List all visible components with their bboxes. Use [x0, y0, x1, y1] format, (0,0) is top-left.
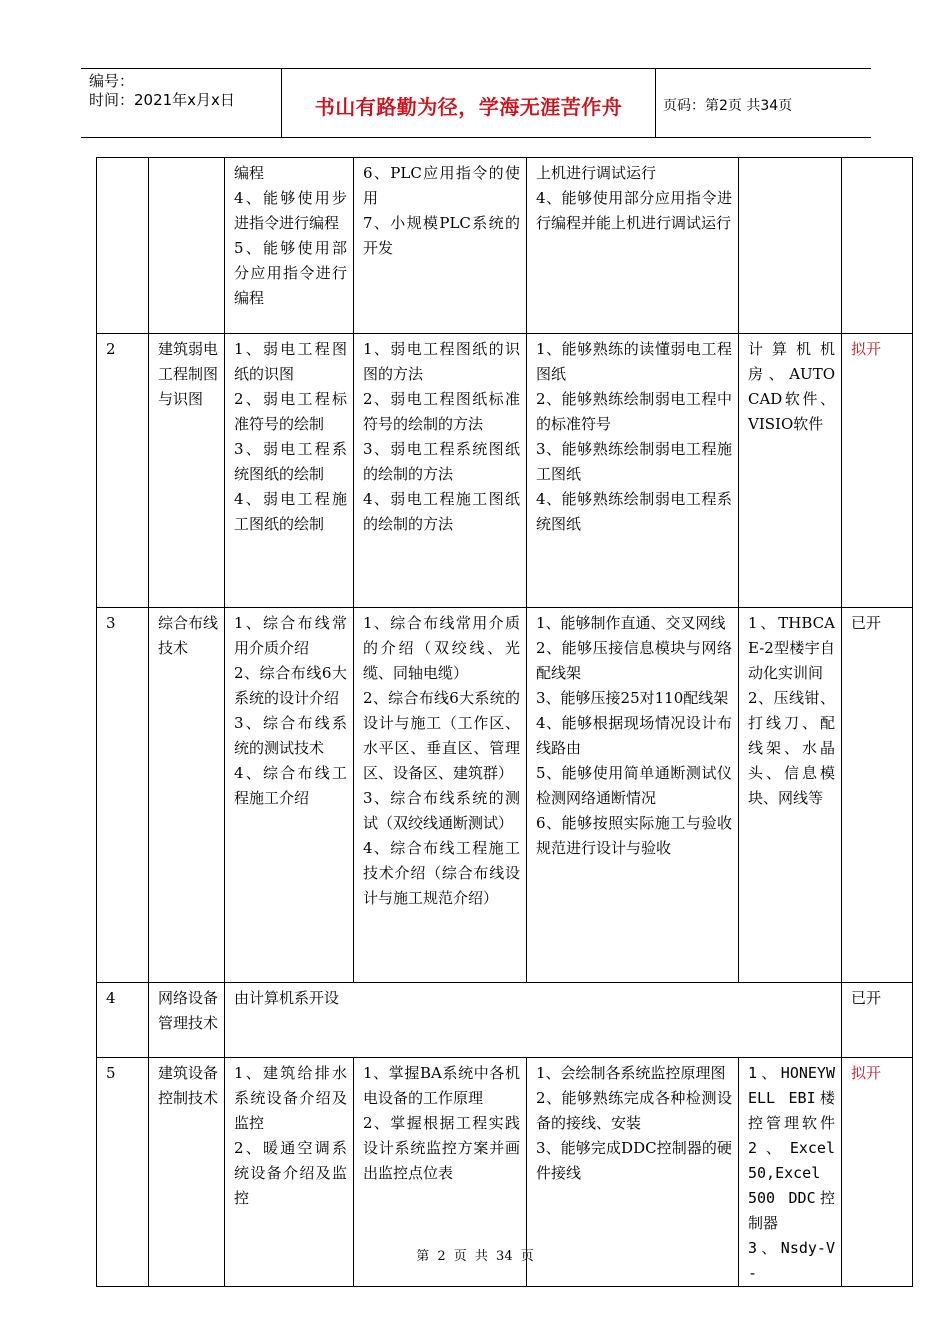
list-item: 3、能够压接25对110配线架	[536, 689, 729, 707]
list-item: 7、小规模PLC系统的开发	[363, 214, 520, 257]
page-header	[81, 68, 871, 138]
list-item: 1、综合布线常用介质的介绍（双绞线、光缆、同轴电缆）	[363, 614, 520, 682]
content-cell	[354, 158, 527, 334]
list-item: 6、PLC应用指令的使用	[363, 164, 520, 207]
list-item: 4、能够使用步进指令进行编程	[234, 189, 347, 232]
header-page-cell	[663, 69, 871, 137]
document-time: 时间：2021年x月x日	[89, 91, 235, 109]
skills-cell	[527, 608, 739, 983]
list-item: 1、HONEYWELL EBI楼控管理软件2、Excel 50,Excel 500 DDC控制器	[748, 1064, 835, 1232]
list-item: 4、综合布线工程施工技术介绍（综合布线设计与施工规范介绍）	[363, 839, 520, 907]
equipment-cell	[739, 158, 842, 334]
list-item: 3、能够完成DDC控制器的硬件接线	[536, 1139, 732, 1182]
row-number: 5	[97, 1058, 149, 1287]
list-item: 1、弱电工程图纸的识图的方法	[363, 340, 520, 383]
header-motto: 书山有路勤为径，学海无涯苦作舟	[314, 95, 623, 119]
list-item: 2、弱电工程图纸标准符号的绘制的方法	[363, 390, 520, 433]
course-name: 建筑弱电工程制图与识图	[149, 334, 225, 608]
table-row	[97, 334, 913, 608]
list-item: 2、能够熟练绘制弱电工程中的标准符号	[536, 390, 732, 433]
status-cell	[842, 158, 913, 334]
list-item: 3、Nsdy-V-	[748, 1239, 835, 1282]
list-item: 2、压线钳、打线刀、配线架、水晶头、信息模块、网线等	[748, 689, 835, 807]
table-row	[97, 158, 913, 334]
list-item: 1、弱电工程图纸的识图	[234, 340, 347, 383]
course-name: 综合布线技术	[149, 608, 225, 983]
table-row	[97, 983, 913, 1058]
list-item: 1、能够熟练的读懂弱电工程图纸	[536, 340, 732, 383]
status-badge: 已开	[842, 608, 913, 983]
knowledge-cell	[225, 334, 354, 608]
list-item: 2、弱电工程标准符号的绘制	[234, 390, 347, 433]
list-item: 4、弱电工程施工图纸的绘制	[234, 490, 347, 533]
course-table	[96, 157, 913, 1287]
list-item: 1、掌握BA系统中各机电设备的工作原理	[363, 1064, 520, 1107]
list-item: 1、综合布线常用介质介绍	[234, 614, 347, 657]
list-item: 2、综合布线6大系统的设计与施工（工作区、水平区、垂直区、管理区、设备区、建筑群）	[363, 689, 520, 782]
knowledge-cell	[225, 158, 354, 334]
table-row	[97, 608, 913, 983]
skills-cell	[527, 158, 739, 334]
list-item: 4、弱电工程施工图纸的绘制的方法	[363, 490, 520, 533]
list-item: 4、能够熟练绘制弱电工程系统图纸	[536, 490, 732, 533]
list-item: 4、综合布线工程施工介绍	[234, 764, 347, 807]
list-item: 5、能够使用部分应用指令进行编程	[234, 239, 347, 307]
knowledge-cell	[225, 608, 354, 983]
list-item: 4、能够使用部分应用指令进行编程并能上机进行调试运行	[536, 189, 732, 232]
status-badge: 拟开	[842, 334, 913, 608]
document-number-label: 编号：	[89, 72, 135, 90]
list-item: 2、能够熟练完成各种检测设备的接线、安装	[536, 1089, 732, 1132]
list-item: 5、能够使用简单通断测试仪检测网络通断情况	[536, 764, 732, 807]
course-name: 网络设备管理技术	[149, 983, 225, 1058]
list-item: 3、综合布线系统的测试（双绞线通断测试）	[363, 789, 520, 832]
course-name	[149, 158, 225, 334]
list-item: 6、能够按照实际施工与验收规范进行设计与验收	[536, 814, 732, 857]
header-page-info: 页码：第2页 共34页	[663, 98, 793, 114]
skills-cell	[527, 334, 739, 608]
list-item: 3、能够熟练绘制弱电工程施工图纸	[536, 440, 732, 483]
list-item: 3、弱电工程系统图纸的绘制	[234, 440, 347, 483]
row-number: 4	[97, 983, 149, 1058]
list-item: 1、会绘制各系统监控原理图	[536, 1064, 726, 1082]
header-meta	[81, 69, 282, 137]
list-item: 上机进行调试运行	[536, 164, 657, 182]
list-item: 计算机机房、AUTO CAD软件、VISIO软件	[748, 340, 835, 433]
header-motto-cell	[282, 69, 656, 137]
row-number	[97, 158, 149, 334]
list-item: 3、综合布线系统的测试技术	[234, 714, 347, 757]
course-name: 建筑设备控制技术	[149, 1058, 225, 1287]
page-footer: 第 2 页 共 34 页	[416, 1249, 534, 1264]
row-number: 2	[97, 334, 149, 608]
list-item: 2、掌握根据工程实践设计系统监控方案并画出监控点位表	[363, 1114, 520, 1182]
list-item: 1、THBCAE-2型楼宇自动化实训间	[748, 614, 835, 682]
content-cell	[354, 334, 527, 608]
status-badge: 拟开	[842, 1058, 913, 1287]
list-item: 1、能够制作直通、交叉网线	[536, 614, 726, 632]
list-item: 编程	[234, 164, 265, 182]
equipment-cell	[739, 608, 842, 983]
row-number: 3	[97, 608, 149, 983]
list-item: 2、能够压接信息模块与网络配线架	[536, 639, 732, 682]
content-cell	[354, 608, 527, 983]
list-item: 2、综合布线6大系统的设计介绍	[234, 664, 347, 707]
equipment-cell	[739, 334, 842, 608]
list-item: 3、弱电工程系统图纸的绘制的方法	[363, 440, 520, 483]
list-item: 2、暖通空调系统设备介绍及监控	[234, 1139, 347, 1207]
list-item: 1、建筑给排水系统设备介绍及监控	[234, 1064, 347, 1132]
merged-note-cell: 由计算机系开设	[225, 983, 842, 1058]
status-badge: 已开	[842, 983, 913, 1058]
list-item: 4、能够根据现场情况设计布线路由	[536, 714, 732, 757]
